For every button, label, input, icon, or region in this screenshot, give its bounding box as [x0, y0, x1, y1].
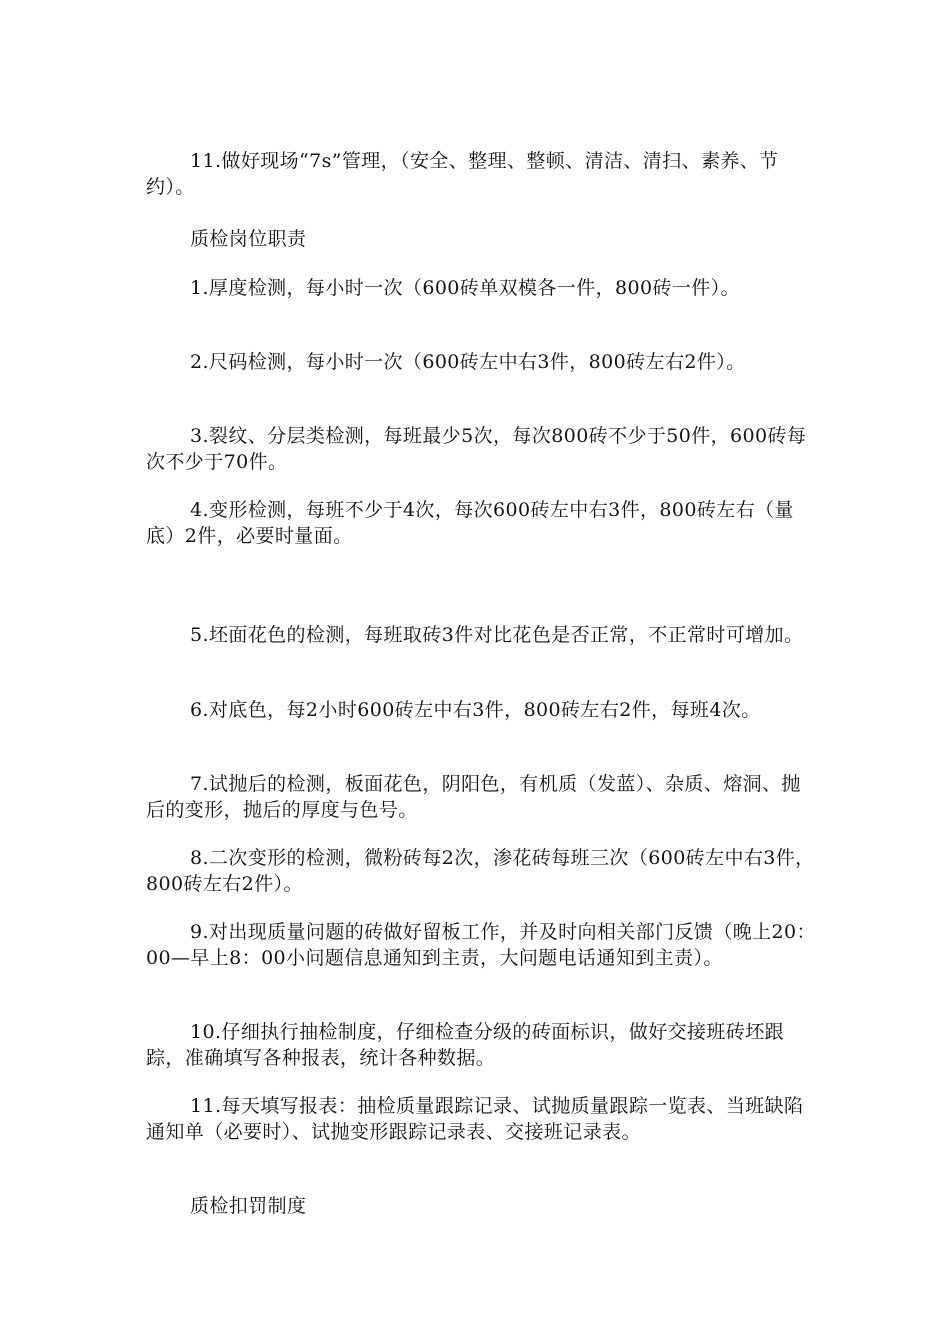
- section-heading-qc-duties: 质检岗位职责: [190, 228, 307, 250]
- paragraph-7s-management: 11.做好现场“7s”管理，（安全、整理、整顿、清洁、清扫、素养、节约）。: [146, 150, 779, 198]
- paragraph-sampling-system: 10.仔细执行抽检制度，仔细检查分级的砖面标识，做好交接班砖坯跟踪，准确填写各种报表，统计各种数据。: [146, 1021, 785, 1069]
- paragraph-polish-check: 7.试抛后的检测，板面花色，阴阳色，有机质（发蓝）、杂质、熔洞、抛后的变形，抛后的厚度与色号。: [146, 773, 801, 821]
- paragraph-color-check: 5.坯面花色的检测，每班取砖3件对比花色是否正常，不正常时可增加。: [190, 624, 804, 646]
- paragraph-thickness-check: 1.厚度检测，每小时一次（600砖单双模各一件，800砖一件）。: [190, 277, 740, 299]
- paragraph-daily-reports: 11.每天填写报表：抽检质量跟踪记录、试抛质量跟踪一览表、当班缺陷通知单（必要时）、试抛变形跟踪记录表、交接班记录表。: [146, 1095, 804, 1143]
- paragraph-secondary-deformation: 8.二次变形的检测，微粉砖每2次，渗花砖每班三次（600砖左中右3件，800砖左右2件）。: [146, 847, 815, 895]
- paragraph-quality-feedback: 9.对出现质量问题的砖做好留板工作，并及时向相关部门反馈（晚上20：00—早上8：00小问题信息通知到主责，大问题电话通知到主责）。: [146, 921, 816, 969]
- paragraph-crack-check: 3.裂纹、分层类检测，每班最少5次，每次800砖不少于50件，600砖每次不少于70件。: [146, 425, 807, 473]
- paragraph-size-check: 2.尺码检测，每小时一次（600砖左中右3件，800砖左右2件）。: [190, 351, 746, 373]
- paragraph-base-color: 6.对底色，每2小时600砖左中右3件，800砖左右2件，每班4次。: [190, 699, 761, 721]
- section-heading-qc-penalty: 质检扣罚制度: [190, 1195, 307, 1217]
- paragraph-deformation-check: 4.变形检测，每班不少于4次，每次600砖左中右3件，800砖左右（量底）2件，必要时量面。: [146, 499, 794, 547]
